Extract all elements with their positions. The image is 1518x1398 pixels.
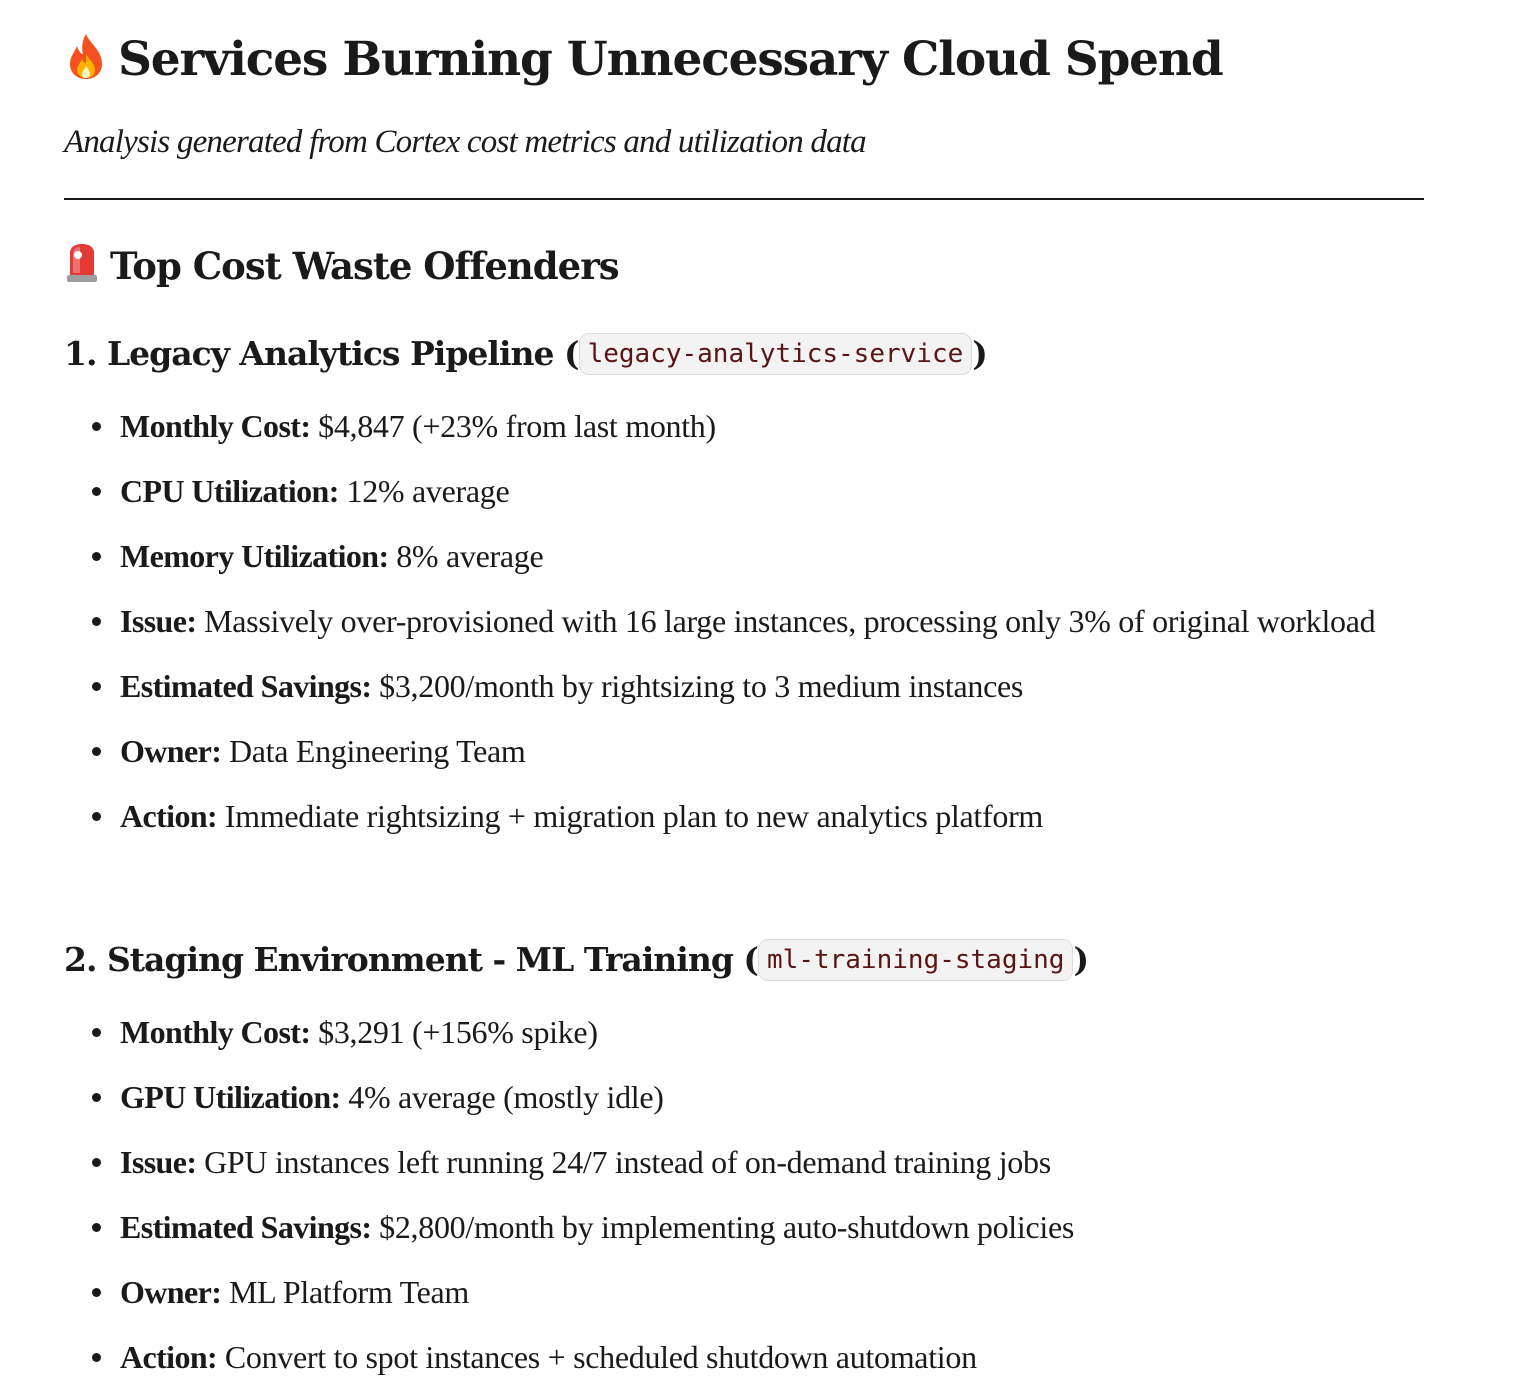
item-label: Estimated Savings:	[120, 1209, 372, 1245]
item-label: Issue:	[120, 1144, 197, 1180]
service-code: ml-training-staging	[758, 939, 1073, 981]
list-item	[120, 790, 1430, 842]
item-value: Data Engineering Team	[228, 733, 526, 769]
list-item	[120, 725, 1430, 777]
page-title-text: Services Burning Unnecessary Cloud Spend	[118, 32, 1223, 87]
page-subtitle: Analysis generated from Cortex cost metrics and utilization data	[64, 124, 866, 160]
item-label: Owner:	[120, 733, 222, 769]
offender-heading-text: 2. Staging Environment - ML Training (	[64, 940, 759, 979]
offender-heading-suffix: )	[972, 334, 987, 373]
list-item	[120, 1331, 1430, 1383]
page-title	[64, 30, 1223, 95]
item-label: Monthly Cost:	[120, 408, 311, 444]
item-value: $4,847 (+23% from last month)	[318, 408, 716, 444]
item-label: Monthly Cost:	[120, 1014, 311, 1050]
item-value: 8% average	[396, 538, 544, 574]
list-item	[120, 465, 1430, 517]
item-value: Massively over-provisioned with 16 large instances, processing only 3% of original workload	[204, 603, 1376, 639]
divider	[64, 198, 1424, 200]
offender-heading-suffix: )	[1073, 940, 1089, 979]
section-heading	[64, 240, 619, 296]
item-value: $2,800/month by implementing auto-shutdown policies	[379, 1209, 1075, 1245]
item-label: CPU Utilization:	[120, 473, 339, 509]
item-label: Estimated Savings:	[120, 668, 372, 704]
item-value: 12% average	[346, 473, 510, 509]
list-item	[120, 1201, 1430, 1253]
list-item	[120, 660, 1430, 712]
item-value: ML Platform Team	[228, 1274, 469, 1310]
police-light-icon	[64, 243, 100, 296]
item-value: 4% average (mostly idle)	[348, 1079, 664, 1115]
item-label: Owner:	[120, 1274, 222, 1310]
item-value: GPU instances left running 24/7 instead of on-demand training jobs	[204, 1144, 1051, 1180]
item-label: GPU Utilization:	[120, 1079, 341, 1115]
item-value: $3,291 (+156% spike)	[318, 1014, 598, 1050]
item-label: Issue:	[120, 603, 197, 639]
offender-details-list	[90, 1006, 1430, 1396]
list-item	[120, 530, 1430, 582]
offender-details-list	[90, 400, 1430, 855]
list-item	[120, 595, 1430, 647]
list-item	[120, 1136, 1430, 1188]
item-label: Action:	[120, 798, 218, 834]
offender-heading	[64, 936, 1088, 984]
item-label: Memory Utilization:	[120, 538, 389, 574]
list-item	[120, 1266, 1430, 1318]
fire-icon	[64, 32, 108, 95]
list-item	[120, 1071, 1430, 1123]
list-item	[120, 1006, 1430, 1058]
offender-heading-text: 1. Legacy Analytics Pipeline (	[64, 334, 579, 373]
section-heading-text: Top Cost Waste Offenders	[110, 244, 619, 288]
item-value: Immediate rightsizing + migration plan to new analytics platform	[224, 798, 1044, 834]
item-label: Action:	[120, 1339, 218, 1375]
item-value: Convert to spot instances + scheduled shutdown automation	[224, 1339, 977, 1375]
list-item	[120, 400, 1430, 452]
item-value: $3,200/month by rightsizing to 3 medium instances	[379, 668, 1024, 704]
service-code: legacy-analytics-service	[579, 333, 973, 375]
offender-heading	[64, 330, 987, 378]
